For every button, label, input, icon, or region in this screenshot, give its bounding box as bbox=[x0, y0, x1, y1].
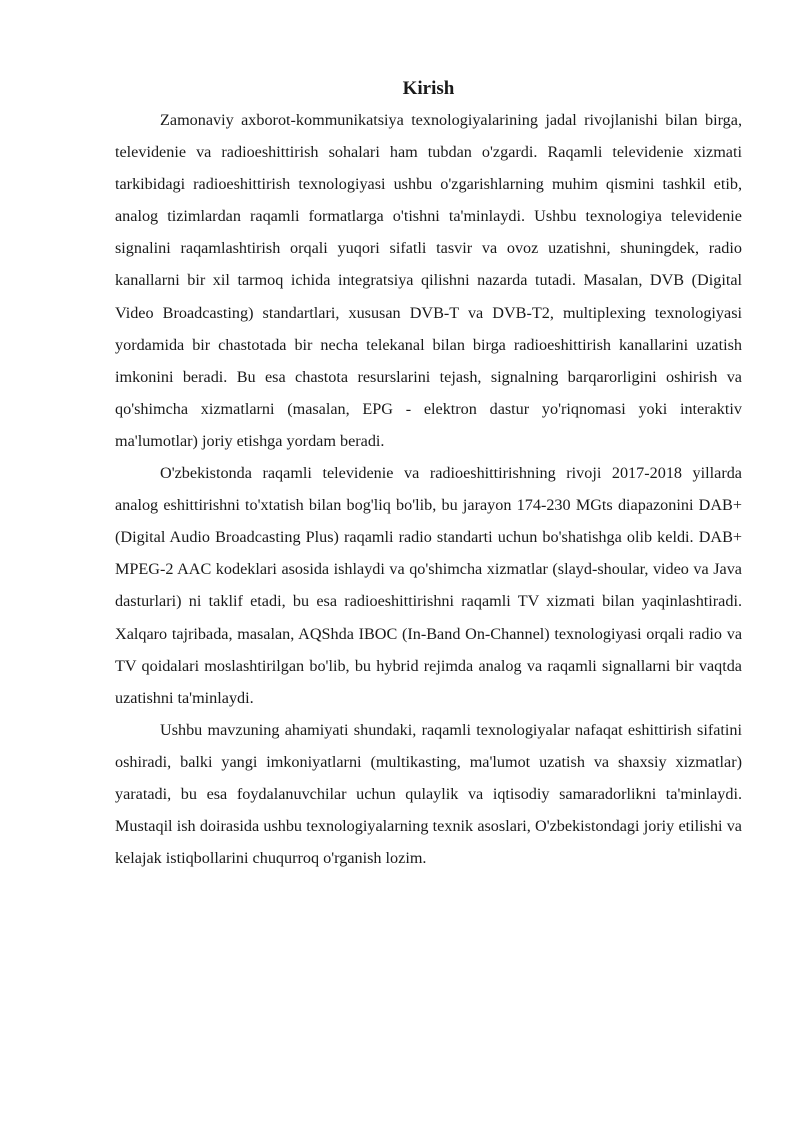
document-page bbox=[115, 74, 742, 874]
paragraph-significance: Ushbu mavzuning ahamiyati shundaki, raqamli texnologiyalar nafaqat eshittirish sifatini oshiradi, balki yangi imkoniyatlarni (multikasting, ma'lumot uzatish va shaxsiy xizmatlar) yaratadi, bu esa foydalanuvchilar uchun qulaylik va iqtisodiy samaradorlikni ta'minlaydi. Mustaqil ish doirasida ushbu texnologiyalarning texnik asoslari, O'zbekistondagi joriy etilishi va kelajak istiqbollarini chuqurroq o'rganish lozim. bbox=[115, 720, 742, 868]
paragraph-intro: Zamonaviy axborot-kommunikatsiya texnologiyalarining jadal rivojlanishi bilan birga, televidenie va radioeshittirish sohalari ham tubdan o'zgardi. Raqamli televidenie xizmati tarkibidagi radioeshittirish texnologiyasi ushbu o'zgarishlarning muhim qismini tashkil etib, analog tizimlardan raqamli formatlarga o'tishni ta'minlaydi. Ushbu texnologiya televidenie signalini raqamlashtirish orqali yuqori sifatli tasvir va ovoz uzatishni, shuningdek, radio kanallarni bir xil tarmoq ichida integratsiya qilishni nazarda tutadi. Masalan, DVB (Digital Video Broadcasting) standartlari, xususan DVB-T va DVB-T2, multiplexing texnologiyasi yordamida bir chastotada bir necha telekanal bilan birga radioeshittirish kanallarini uzatish imkonini beradi. Bu esa chastota resurslarini tejash, signalning barqarorligini oshirish va qo'shimcha xizmatlarni (masalan, EPG - elektron dastur yo'riqnomasi yoki interaktiv ma'lumotlar) joriy etishga yordam beradi. bbox=[115, 111, 742, 450]
page-title: Kirish bbox=[402, 78, 455, 99]
paragraph-uzbekistan: O'zbekistonda raqamli televidenie va radioeshittirishning rivoji 2017-2018 yillarda analog eshittirishni to'xtatish bilan bog'liq bo'lib, bu jarayon 174-230 MGts diapazonini DAB+ (Digital Audio Broadcasting Plus) raqamli radio standarti uchun bo'shatishga olib keldi. DAB+ MPEG-2 AAC kodeklari asosida ishlaydi va qo'shimcha xizmatlar (slayd-shoular, video va Java dasturlari) ni taklif etadi, bu esa radioeshittirishni raqamli TV xizmati bilan yaqinlashtiradi. Xalqaro tajribada, masalan, AQShda IBOC (In-Band On-Channel) texnologiyasi orqali radio va TV qoidalari moslashtirilgan bo'lib, bu hybrid rejimda analog va raqamli signallarni bir vaqtda uzatishni ta'minlaydi. bbox=[115, 464, 742, 707]
